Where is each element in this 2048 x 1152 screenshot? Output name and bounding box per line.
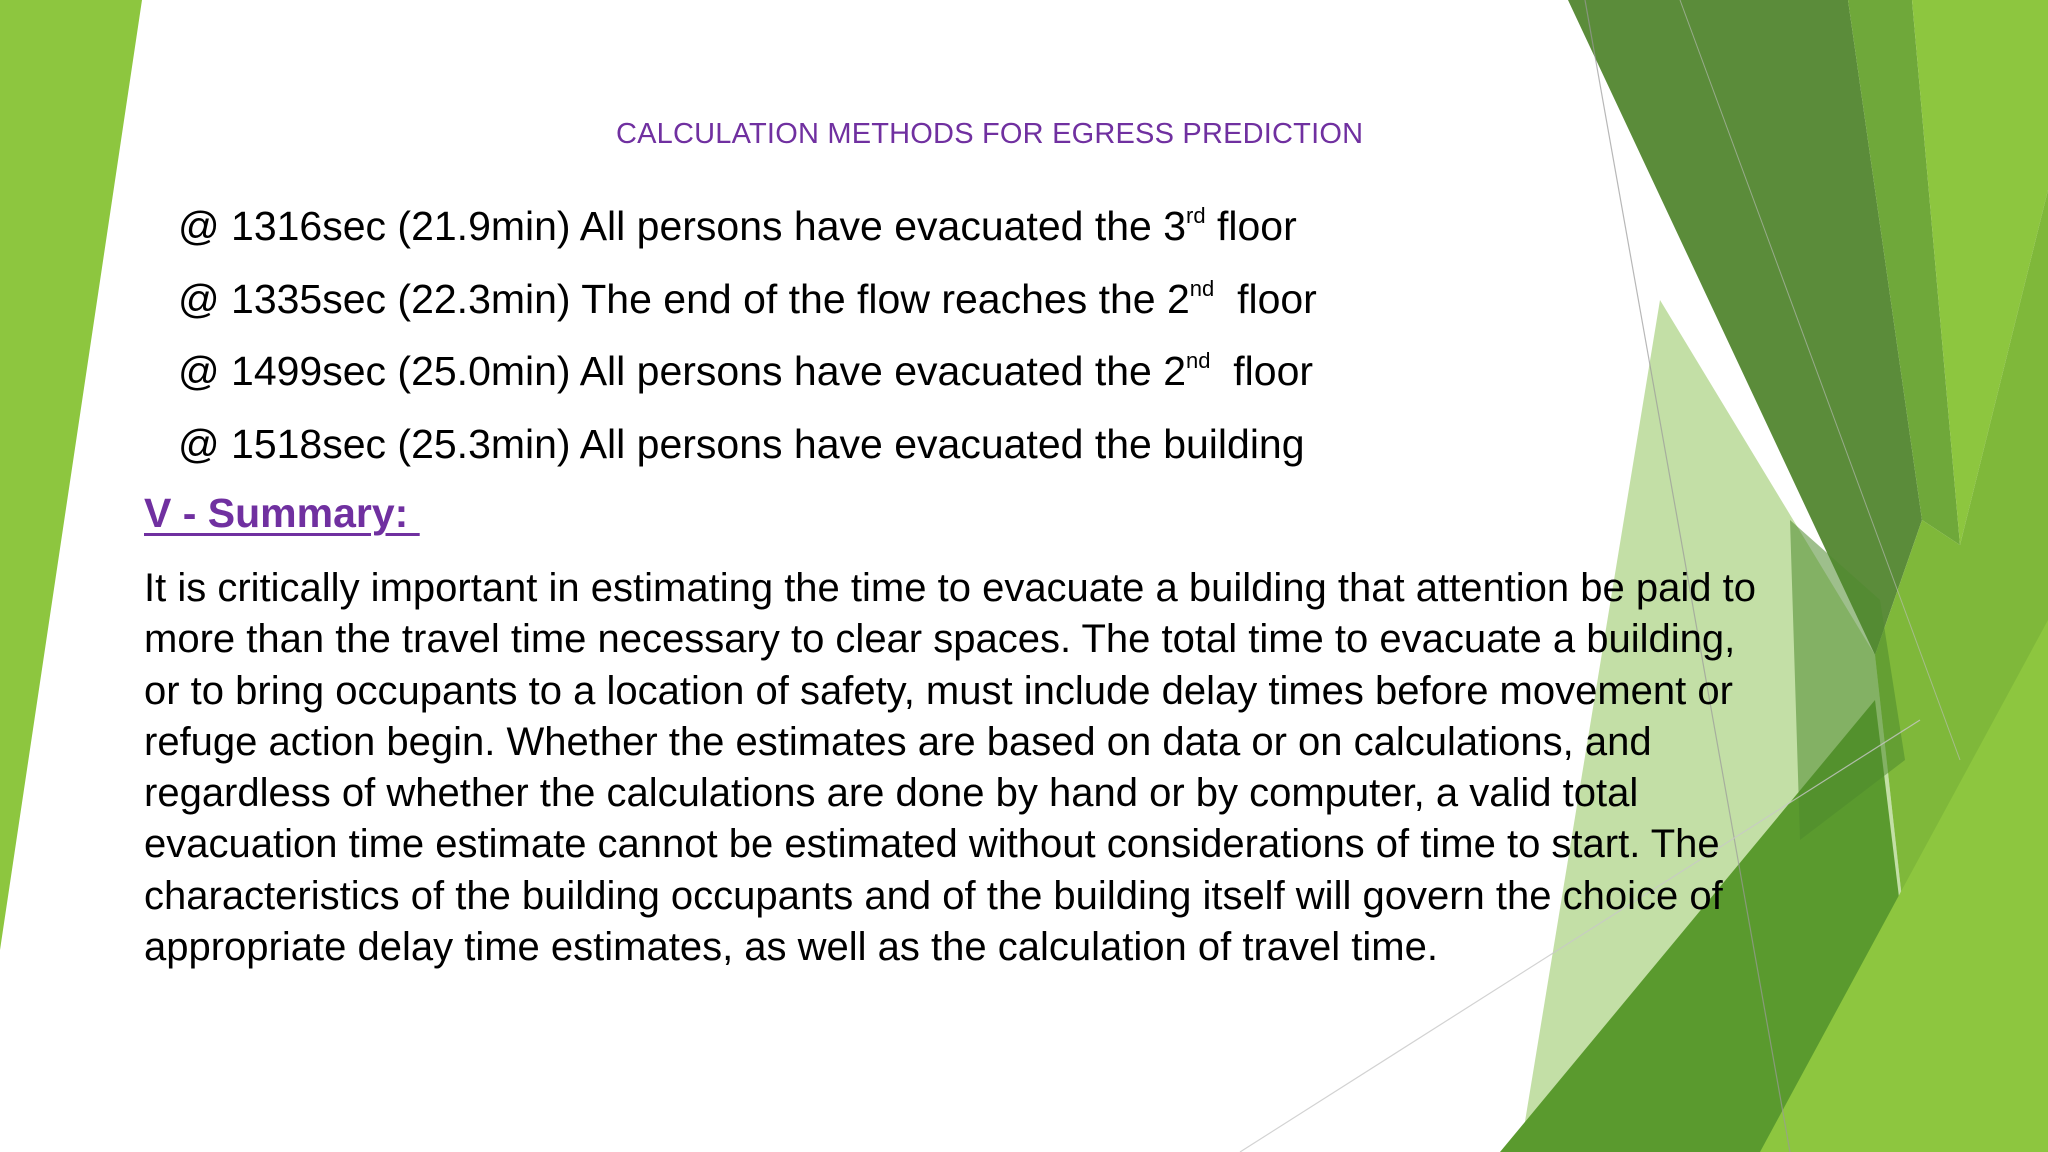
timeline-item bbox=[178, 198, 1317, 271]
summary-heading: V - Summary: bbox=[144, 490, 420, 536]
ordinal-suffix: nd bbox=[1189, 275, 1215, 301]
ordinal-suffix: rd bbox=[1186, 203, 1206, 228]
summary-paragraph bbox=[144, 563, 1884, 973]
timeline-text: @ 1335sec (22.3min) The end of the flow reaches the 2 bbox=[178, 275, 1190, 322]
timeline-text: @ 1316sec (21.9min) All persons have evacuated the 3 bbox=[178, 203, 1187, 249]
summary-line: or to bring occupants to a location of safety, must include delay times before movement or bbox=[144, 668, 1733, 713]
summary-line: characteristics of the building occupants and of the building itself will govern the choice of bbox=[144, 873, 1723, 918]
timeline-text-after: floor bbox=[1205, 203, 1297, 249]
summary-line: It is critically important in estimating the time to evacuate a building that attention be paid to bbox=[144, 566, 1756, 610]
timeline-item bbox=[178, 343, 1317, 416]
summary-line: more than the travel time necessary to clear spaces. The total time to evacuate a building, bbox=[144, 617, 1736, 662]
timeline-text-after: floor bbox=[1210, 348, 1314, 394]
timeline-list bbox=[178, 198, 1317, 488]
summary-line: refuge action begin. Whether the estimates are based on data or on calculations, and bbox=[144, 719, 1652, 764]
summary-line: appropriate delay time estimates, as well as the calculation of travel time. bbox=[144, 925, 1438, 970]
slide-title: CALCULATION METHODS FOR EGRESS PREDICTION bbox=[616, 118, 1364, 150]
timeline-item bbox=[178, 271, 1317, 344]
timeline-item bbox=[178, 416, 1317, 489]
timeline-text-after: floor bbox=[1214, 275, 1317, 322]
timeline-text: @ 1518sec (25.3min) All persons have evacuated the building bbox=[178, 420, 1305, 467]
summary-line: regardless of whether the calculations are done by hand or by computer, a valid total bbox=[144, 771, 1639, 816]
summary-line: evacuation time estimate cannot be estimated without considerations of time to start. The bbox=[144, 822, 1720, 867]
timeline-text: @ 1499sec (25.0min) All persons have evacuated the 2 bbox=[178, 348, 1187, 394]
ordinal-suffix: nd bbox=[1186, 348, 1211, 373]
